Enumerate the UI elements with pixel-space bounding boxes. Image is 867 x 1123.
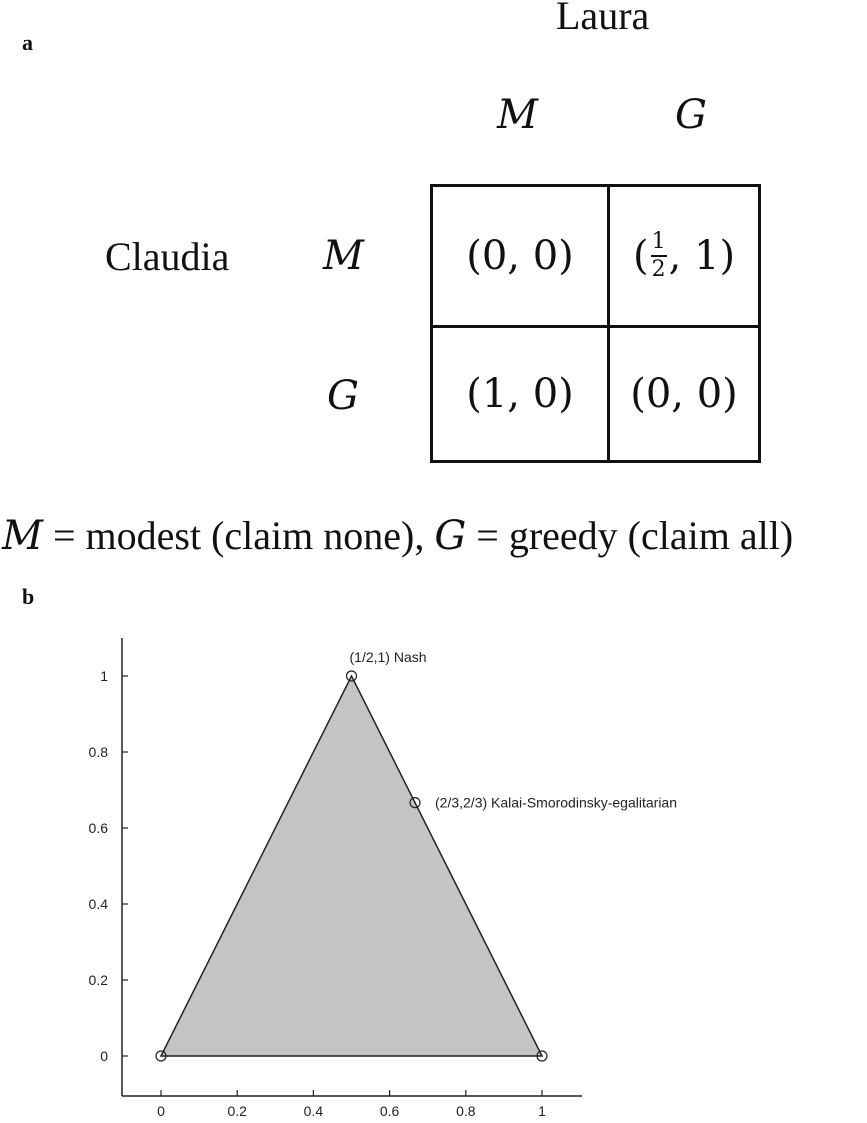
- payoff-mg-fraction: [651, 231, 667, 281]
- payoff-mg-denominator: 2: [651, 257, 666, 282]
- caption-g-text: = greedy (claim all): [466, 513, 794, 558]
- panel-b-label: b: [22, 584, 35, 609]
- col-strategy-g: G: [675, 92, 707, 138]
- y-tick-label: 0.8: [88, 744, 108, 760]
- x-tick-label: 0.2: [227, 1103, 247, 1119]
- panel-a-label: a: [22, 30, 33, 55]
- data-point-label: (2/3,2/3) Kalai-Smorodinsky-egalitarian: [435, 794, 678, 811]
- y-tick-label: 0: [100, 1048, 108, 1064]
- strategy-legend-caption: [2, 512, 793, 559]
- payoff-cell-mg: [610, 187, 758, 325]
- y-tick-label: 1: [100, 668, 108, 684]
- x-tick-label: 0.8: [456, 1103, 476, 1119]
- payoff-mg-close: , 1): [668, 233, 736, 279]
- caption-m-text: = modest (claim none),: [42, 513, 435, 558]
- row-strategy-g: G: [327, 373, 359, 419]
- chart-layer: [89, 638, 677, 1119]
- payoff-cell-gm: (1, 0): [466, 371, 574, 417]
- y-tick-label: 0.4: [88, 896, 108, 912]
- row-player-name: Claudia: [105, 234, 230, 279]
- x-tick-label: 0.4: [303, 1103, 324, 1119]
- feasible-region: [161, 676, 542, 1056]
- y-tick-label: 0.2: [88, 972, 108, 988]
- payoff-cell-gg: (0, 0): [630, 371, 738, 417]
- payoff-mg-numerator: 1: [651, 229, 666, 254]
- col-strategy-m: M: [497, 92, 538, 138]
- caption-m-symbol: M: [2, 513, 43, 559]
- column-player-name: Laura: [556, 0, 650, 38]
- utility-possibility-chart: [0, 620, 867, 1123]
- caption-g-symbol: G: [434, 513, 467, 559]
- payoff-matrix: [430, 184, 761, 463]
- data-point-label: (1/2,1) Nash: [349, 649, 427, 665]
- x-tick-label: 1: [538, 1103, 546, 1119]
- y-tick-label: 0.6: [88, 820, 108, 836]
- payoff-mg-open: (: [632, 233, 649, 279]
- x-tick-label: 0.6: [379, 1103, 400, 1119]
- payoff-cell-mm: (0, 0): [466, 233, 574, 279]
- row-strategy-m: M: [323, 233, 364, 279]
- x-tick-label: 0: [157, 1103, 165, 1119]
